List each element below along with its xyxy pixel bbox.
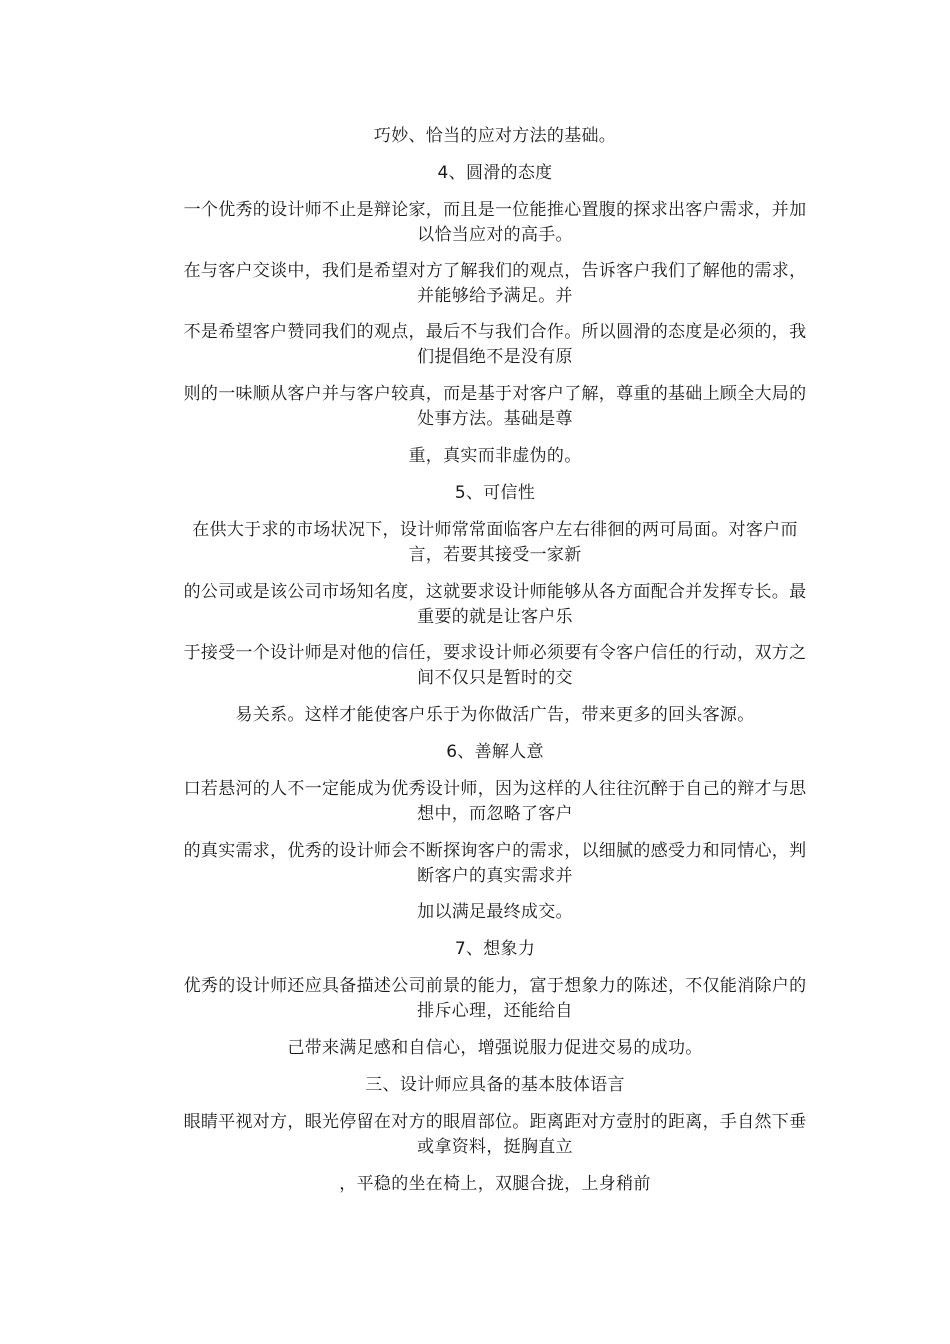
- paragraph: 不是希望客户赞同我们的观点，最后不与我们合作。所以圆滑的态度是必须的，我们提倡绝不是没有原: [183, 322, 807, 367]
- paragraph: 易关系。这样才能使客户乐于为你做活广告，带来更多的回头客源。: [235, 705, 755, 725]
- paragraph: 于接受一个设计师是对他的信任，要求设计师必须要有令客户信任的行动，双方之间不仅只是暂时的交: [183, 643, 807, 688]
- section-heading: 4、圆滑的态度: [437, 163, 553, 183]
- section-heading: 5、可信性: [454, 483, 536, 503]
- paragraph: 加以满足最终成交。: [417, 902, 573, 922]
- section-heading: 三、设计师应具备的基本肢体语言: [365, 1075, 625, 1095]
- paragraph: 重，真实而非虚伪的。: [408, 446, 582, 466]
- section-heading: 6、善解人意: [446, 742, 544, 762]
- paragraph: ，平稳的坐在椅上，双腿合拢，上身稍前: [339, 1174, 651, 1194]
- paragraph: 在与客户交谈中，我们是希望对方了解我们的观点，告诉客户我们了解他的需求，并能够给予满足。并: [183, 261, 807, 306]
- paragraph: 的真实需求，优秀的设计师会不断探询客户的需求，以细腻的感受力和同情心，判断客户的真实需求并: [183, 841, 807, 886]
- paragraph: 则的一味顺从客户并与客户较真，而是基于对客户了解，尊重的基础上顾全大局的处事方法。基础是尊: [183, 384, 807, 429]
- paragraph: 巧妙、恰当的应对方法的基础。: [373, 126, 617, 146]
- section-heading: 7、想象力: [454, 939, 536, 959]
- paragraph: 眼睛平视对方，眼光停留在对方的眼眉部位。距离距对方壹肘的距离，手自然下垂或拿资料，挺胸直立: [183, 1112, 807, 1157]
- paragraph: 一个优秀的设计师不止是辩论家，而且是一位能推心置腹的探求出客户需求，并加以恰当应对的高手。: [183, 200, 807, 245]
- paragraph: 己带来满足感和自信心，增强说服力促进交易的成功。: [287, 1038, 703, 1058]
- paragraph: 的公司或是该公司市场知名度，这就要求设计师能够从各方面配合并发挥专长。最重要的就是让客户乐: [183, 582, 807, 627]
- paragraph: 口若悬河的人不一定能成为优秀设计师，因为这样的人往往沉醉于自己的辩才与思想中，而忽略了客户: [183, 779, 807, 824]
- paragraph: 在供大于求的市场状况下，设计师常常面临客户左右徘徊的两可局面。对客户而言，若要其接受一家新: [192, 520, 798, 565]
- paragraph: 优秀的设计师还应具备描述公司前景的能力，富于想象力的陈述，不仅能消除户的排斥心理，还能给自: [183, 976, 807, 1021]
